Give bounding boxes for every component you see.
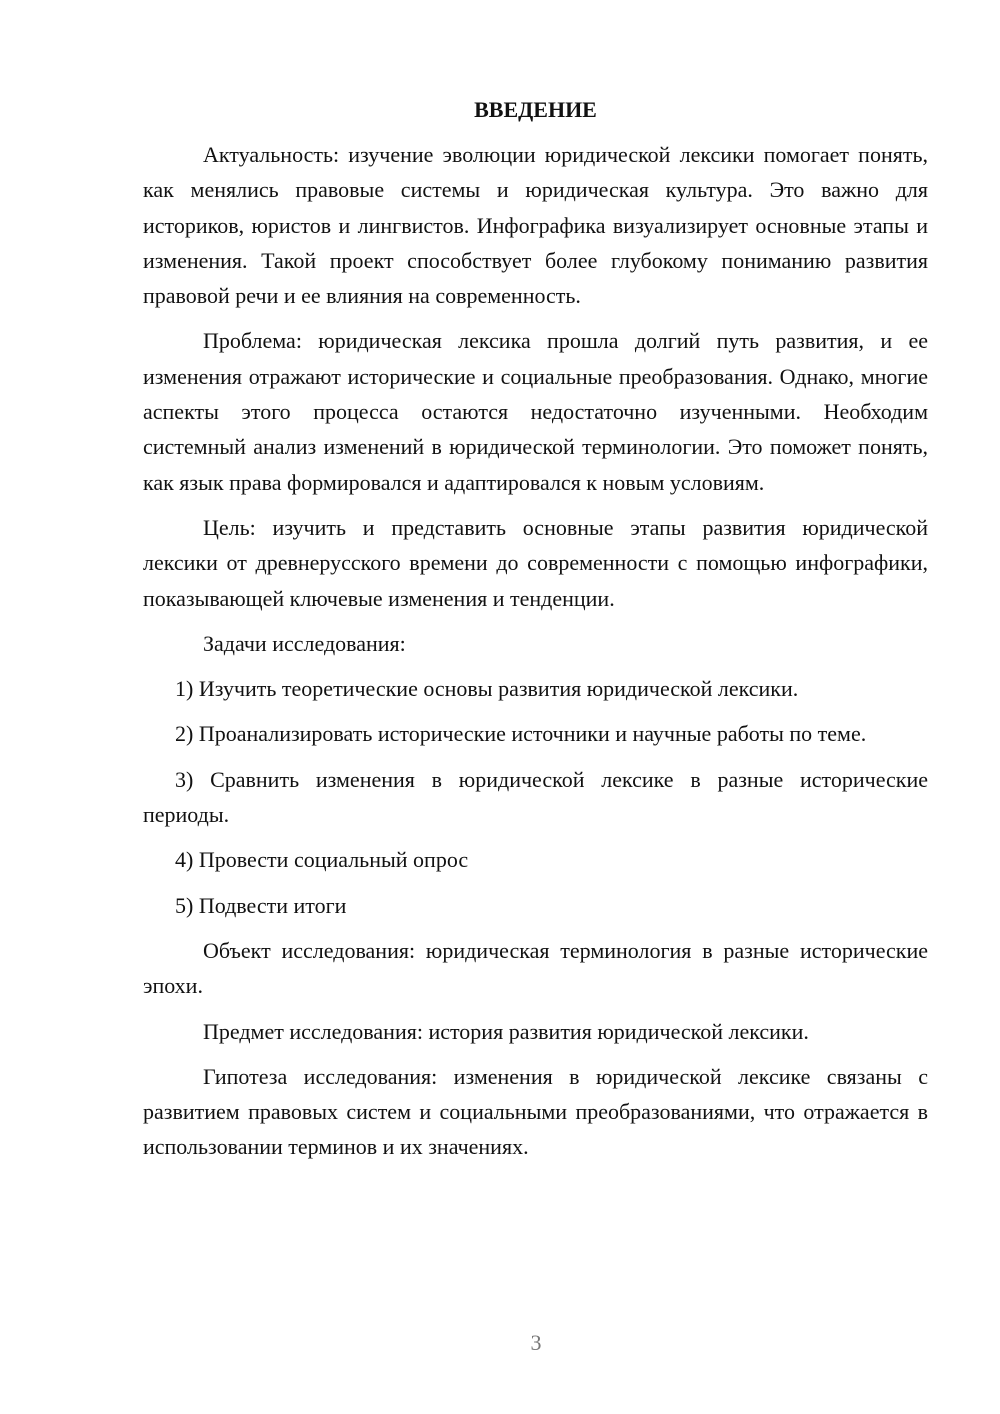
object-paragraph: Объект исследования: юридическая терминология в разные исторические эпохи. [143, 937, 928, 999]
subject-paragraph: Предмет исследования: история развития юридической лексики. [203, 1018, 809, 1044]
tasks-heading: Задачи исследования: [203, 630, 406, 656]
task-item-1: 1) Изучить теоретические основы развития юридической лексики. [175, 676, 799, 702]
relevance-paragraph: Актуальность: изучение эволюции юридической лексики помогает понять, как менялись правовые системы и юридическая культура. Это важно для историков, юристов и лингвистов. Инфографика визуализирует основные этапы и изменения. Такой проект способствует более глубокому пониманию развития правовой речи и ее влияния на современность. [143, 142, 928, 309]
task-item-2: 2) Проанализировать исторические источники и научные работы по теме. [175, 721, 867, 747]
page-title: ВВЕДЕНИЕ [474, 97, 597, 122]
problem-paragraph: Проблема: юридическая лексика прошла долгий путь развития, и ее изменения отражают исторические и социальные преобразования. Однако, многие аспекты этого процесса остаются недостаточно изученными. Необходим системный анализ изменений в юридической терминологии. Это поможет понять, как язык права формировался и адаптировался к новым условиям. [143, 328, 928, 495]
task-item-5: 5) Подвести итоги [175, 892, 347, 918]
task-item-3: 3) Сравнить изменения в юридической лексике в разные исторические периоды. [143, 766, 928, 828]
document-page [143, 92, 928, 1175]
hypothesis-paragraph: Гипотеза исследования: изменения в юридической лексике связаны с развитием правовых систем и социальными преобразованиями, что отражается в использовании терминов и их значениях. [143, 1063, 928, 1160]
task-item-4: 4) Провести социальный опрос [175, 847, 469, 873]
goal-paragraph: Цель: изучить и представить основные этапы развития юридической лексики от древнерусского времени до современности с помощью инфографики, показывающей ключевые изменения и тенденции. [143, 514, 928, 611]
page-number: 3 [530, 1330, 542, 1355]
